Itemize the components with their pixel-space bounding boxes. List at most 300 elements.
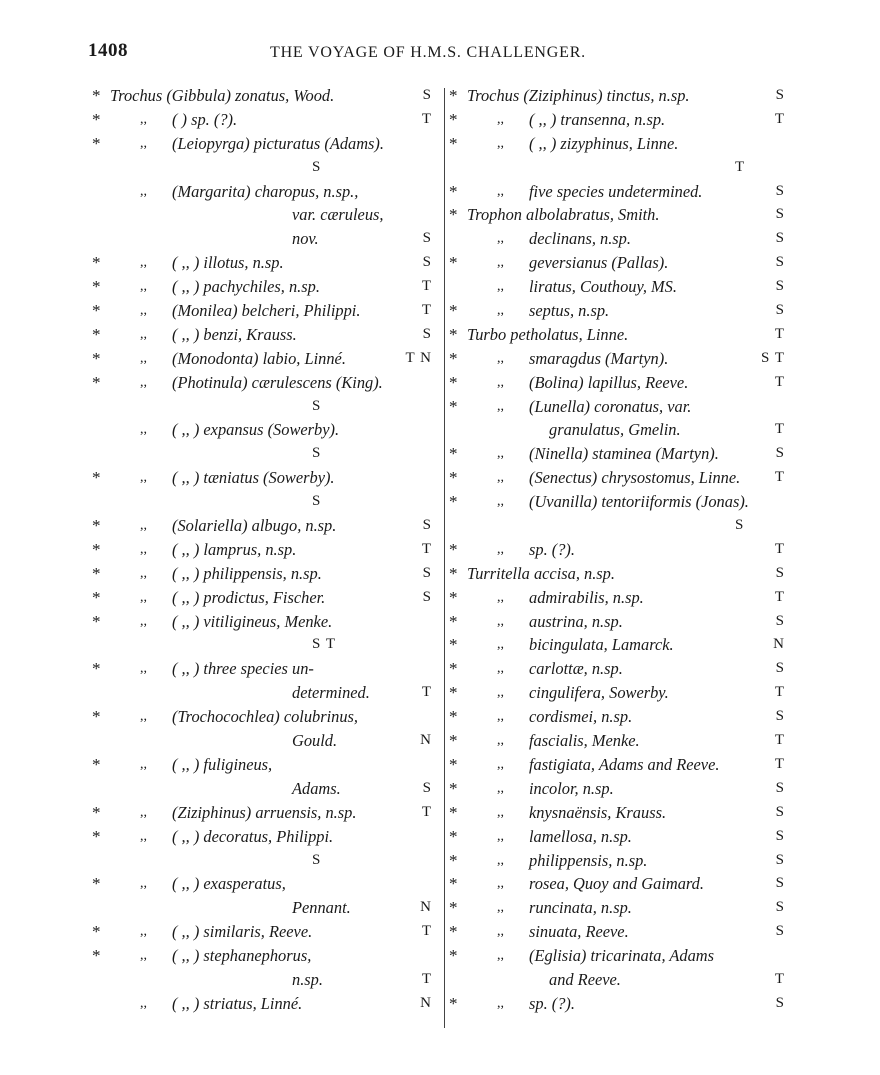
species-name: Turritella accisa, n.sp. bbox=[467, 563, 615, 583]
species-name: (Bolina) lapillus, Reeve. bbox=[529, 372, 689, 392]
species-entry bbox=[92, 227, 440, 251]
ditto-mark: ,, bbox=[140, 255, 147, 271]
locality-code: T bbox=[421, 803, 432, 820]
ditto-mark: ,, bbox=[497, 661, 504, 677]
locality-code: T N bbox=[405, 349, 432, 366]
ditto-mark: ,, bbox=[497, 828, 504, 844]
locality-code: S bbox=[775, 254, 785, 271]
ditto-mark: ,, bbox=[140, 589, 147, 605]
species-entry bbox=[449, 251, 793, 275]
species-entry bbox=[92, 203, 440, 227]
marine-star-marker: * bbox=[449, 826, 458, 846]
species-entry bbox=[92, 347, 440, 371]
marine-star-marker: * bbox=[449, 539, 458, 559]
species-entry bbox=[449, 944, 793, 968]
marine-star-marker: * bbox=[92, 707, 101, 727]
ditto-mark: ,, bbox=[140, 518, 147, 534]
species-name: ( ,, ) lamprus, n.sp. bbox=[172, 539, 297, 559]
species-entry bbox=[92, 538, 440, 562]
ditto-mark: ,, bbox=[140, 350, 147, 366]
species-entry bbox=[92, 395, 440, 419]
species-entry bbox=[92, 323, 440, 347]
marine-star-marker: * bbox=[449, 683, 458, 703]
marine-star-marker: * bbox=[449, 301, 458, 321]
locality-code: T bbox=[421, 540, 432, 557]
ditto-mark: ,, bbox=[497, 804, 504, 820]
locality-code: T bbox=[421, 923, 432, 940]
species-name: (Photinula) cærulescens (King). bbox=[172, 372, 383, 392]
ditto-mark: ,, bbox=[140, 828, 147, 844]
marine-star-marker: * bbox=[449, 133, 458, 153]
species-entry bbox=[92, 872, 440, 896]
species-name: ( ,, ) transenna, n.sp. bbox=[529, 109, 666, 129]
species-entry bbox=[92, 992, 440, 1016]
locality-code: S bbox=[775, 851, 785, 868]
species-entry bbox=[449, 992, 793, 1016]
species-name: rosea, Quoy and Gaimard. bbox=[529, 874, 704, 894]
locality-code: S bbox=[775, 302, 785, 319]
marine-star-marker: * bbox=[449, 587, 458, 607]
ditto-mark: ,, bbox=[140, 661, 147, 677]
species-entry bbox=[449, 681, 793, 705]
marine-star-marker: * bbox=[92, 372, 101, 392]
marine-star-marker: * bbox=[92, 539, 101, 559]
species-entry bbox=[92, 729, 440, 753]
ditto-mark: ,, bbox=[140, 565, 147, 581]
locality-code: T bbox=[774, 373, 785, 390]
species-entry bbox=[449, 84, 793, 108]
locality-code: T bbox=[774, 732, 785, 749]
species-name: ( ,, ) philippensis, n.sp. bbox=[172, 563, 322, 583]
ditto-mark: ,, bbox=[140, 924, 147, 940]
ditto-mark: ,, bbox=[497, 135, 504, 151]
marine-star-marker: * bbox=[449, 778, 458, 798]
ditto-mark: ,, bbox=[140, 613, 147, 629]
species-entry bbox=[449, 299, 793, 323]
species-name: ( ,, ) decoratus, Philippi. bbox=[172, 826, 334, 846]
locality-code: S bbox=[422, 588, 432, 605]
ditto-mark: ,, bbox=[497, 470, 504, 486]
species-entry bbox=[449, 442, 793, 466]
species-entry bbox=[449, 395, 793, 419]
ditto-mark: ,, bbox=[497, 924, 504, 940]
marine-star-marker: * bbox=[449, 205, 458, 225]
ditto-mark: ,, bbox=[140, 303, 147, 319]
species-name: sinuata, Reeve. bbox=[529, 922, 629, 942]
locality-code: S T bbox=[761, 349, 785, 366]
locality-code: S bbox=[775, 899, 785, 916]
species-entry bbox=[449, 418, 793, 442]
column-divider bbox=[444, 88, 445, 1028]
species-name: (Ninella) staminea (Martyn). bbox=[529, 444, 719, 464]
species-entry bbox=[92, 753, 440, 777]
species-entry bbox=[92, 705, 440, 729]
species-name: five species undetermined. bbox=[529, 181, 703, 201]
species-entry bbox=[92, 251, 440, 275]
species-entry bbox=[92, 371, 440, 395]
species-name: cordismei, n.sp. bbox=[529, 707, 633, 727]
marine-star-marker: * bbox=[92, 109, 101, 129]
species-name: septus, n.sp. bbox=[529, 301, 610, 321]
marine-star-marker: * bbox=[449, 492, 458, 512]
species-entry bbox=[92, 944, 440, 968]
species-entry bbox=[449, 801, 793, 825]
marine-star-marker: * bbox=[449, 468, 458, 488]
marine-star-marker: * bbox=[92, 754, 101, 774]
ditto-mark: ,, bbox=[140, 470, 147, 486]
species-entry bbox=[449, 227, 793, 251]
species-entry bbox=[92, 490, 440, 514]
species-entry bbox=[449, 323, 793, 347]
species-name: Gould. bbox=[292, 731, 338, 751]
species-name: incolor, n.sp. bbox=[529, 778, 614, 798]
species-name: var. cæruleus, bbox=[292, 205, 384, 225]
species-name: granulatus, Gmelin. bbox=[549, 420, 681, 440]
ditto-mark: ,, bbox=[497, 279, 504, 295]
locality-code: S bbox=[312, 158, 322, 175]
species-name: (Eglisia) tricarinata, Adams bbox=[529, 946, 715, 966]
locality-code: S bbox=[775, 923, 785, 940]
marine-star-marker: * bbox=[449, 253, 458, 273]
species-entry bbox=[449, 203, 793, 227]
species-name: fascialis, Menke. bbox=[529, 731, 640, 751]
locality-code: S bbox=[775, 230, 785, 247]
locality-code: S bbox=[422, 517, 432, 534]
species-entry bbox=[449, 896, 793, 920]
species-entry bbox=[92, 920, 440, 944]
species-name: fastigiata, Adams and Reeve. bbox=[529, 754, 720, 774]
ditto-mark: ,, bbox=[140, 183, 147, 199]
species-entry bbox=[92, 156, 440, 180]
ditto-mark: ,, bbox=[497, 494, 504, 510]
ditto-mark: ,, bbox=[497, 685, 504, 701]
species-entry bbox=[92, 180, 440, 204]
species-entry bbox=[92, 418, 440, 442]
locality-code: S bbox=[422, 254, 432, 271]
species-name: ( ,, ) tæniatus (Sowerby). bbox=[172, 468, 335, 488]
species-name: runcinata, n.sp. bbox=[529, 898, 632, 918]
species-entry bbox=[449, 586, 793, 610]
locality-code: T bbox=[421, 278, 432, 295]
species-entry bbox=[92, 299, 440, 323]
marine-star-marker: * bbox=[449, 707, 458, 727]
species-entry bbox=[92, 610, 440, 634]
ditto-mark: ,, bbox=[497, 398, 504, 414]
ditto-mark: ,, bbox=[140, 804, 147, 820]
ditto-mark: ,, bbox=[497, 733, 504, 749]
locality-code: S bbox=[775, 875, 785, 892]
marine-star-marker: * bbox=[92, 587, 101, 607]
species-entry bbox=[449, 849, 793, 873]
species-name: carlottæ, n.sp. bbox=[529, 659, 623, 679]
ditto-mark: ,, bbox=[140, 422, 147, 438]
species-entry bbox=[449, 538, 793, 562]
ditto-mark: ,, bbox=[140, 709, 147, 725]
ditto-mark: ,, bbox=[140, 135, 147, 151]
species-name: sp. (?). bbox=[529, 993, 575, 1013]
marine-star-marker: * bbox=[92, 301, 101, 321]
marine-star-marker: * bbox=[92, 324, 101, 344]
species-entry bbox=[449, 610, 793, 634]
locality-code: T bbox=[421, 684, 432, 701]
ditto-mark: ,, bbox=[497, 900, 504, 916]
ditto-mark: ,, bbox=[497, 995, 504, 1011]
species-entry bbox=[449, 633, 793, 657]
species-name: (Margarita) charopus, n.sp., bbox=[172, 181, 359, 201]
marine-star-marker: * bbox=[449, 802, 458, 822]
species-name: (Uvanilla) tentoriiformis (Jonas). bbox=[529, 492, 749, 512]
species-name: Trophon albolabratus, Smith. bbox=[467, 205, 660, 225]
locality-code: S bbox=[775, 612, 785, 629]
species-entry bbox=[449, 657, 793, 681]
species-name: (Monilea) belcheri, Philippi. bbox=[172, 301, 361, 321]
species-name: ( ,, ) stephanephorus, bbox=[172, 946, 312, 966]
ditto-mark: ,, bbox=[140, 279, 147, 295]
locality-code: S bbox=[735, 517, 745, 534]
species-entry bbox=[92, 84, 440, 108]
marine-star-marker: * bbox=[449, 372, 458, 392]
species-name: admirabilis, n.sp. bbox=[529, 587, 644, 607]
locality-code: T bbox=[774, 325, 785, 342]
locality-code: S bbox=[775, 779, 785, 796]
locality-code: S bbox=[775, 206, 785, 223]
locality-code: N bbox=[773, 636, 785, 653]
marine-star-marker: * bbox=[449, 946, 458, 966]
locality-code: S bbox=[312, 397, 322, 414]
species-name: ( ,, ) exasperatus, bbox=[172, 874, 286, 894]
ditto-mark: ,, bbox=[140, 876, 147, 892]
locality-code: S bbox=[422, 325, 432, 342]
locality-code: T bbox=[774, 469, 785, 486]
species-name: nov. bbox=[292, 229, 319, 249]
locality-code: S bbox=[312, 445, 322, 462]
species-name: geversianus (Pallas). bbox=[529, 253, 669, 273]
species-name: cingulifera, Sowerby. bbox=[529, 683, 669, 703]
marine-star-marker: * bbox=[449, 396, 458, 416]
marine-star-marker: * bbox=[92, 348, 101, 368]
species-entry bbox=[449, 825, 793, 849]
species-entry bbox=[449, 968, 793, 992]
marine-star-marker: * bbox=[92, 253, 101, 273]
species-name: (Solariella) albugo, n.sp. bbox=[172, 516, 337, 536]
locality-code: T bbox=[774, 588, 785, 605]
locality-code: T bbox=[774, 970, 785, 987]
marine-star-marker: * bbox=[92, 922, 101, 942]
locality-code: T bbox=[421, 110, 432, 127]
species-entry bbox=[92, 132, 440, 156]
species-entry bbox=[449, 729, 793, 753]
locality-code: S bbox=[775, 182, 785, 199]
species-name: ( ,, ) benzi, Krauss. bbox=[172, 324, 297, 344]
species-name: bicingulata, Lamarck. bbox=[529, 635, 674, 655]
right-column bbox=[449, 84, 793, 1016]
locality-code: N bbox=[420, 994, 432, 1011]
species-name: austrina, n.sp. bbox=[529, 611, 623, 631]
locality-code: S bbox=[775, 278, 785, 295]
species-name: ( ,, ) similaris, Reeve. bbox=[172, 922, 313, 942]
species-name: ( ,, ) fuligineus, bbox=[172, 754, 273, 774]
page-number: 1408 bbox=[88, 40, 128, 61]
species-entry bbox=[92, 466, 440, 490]
species-name: ( ,, ) vitiligineus, Menke. bbox=[172, 611, 333, 631]
species-entry bbox=[449, 371, 793, 395]
marine-star-marker: * bbox=[449, 109, 458, 129]
species-entry bbox=[92, 968, 440, 992]
ditto-mark: ,, bbox=[497, 589, 504, 605]
species-entry bbox=[449, 466, 793, 490]
ditto-mark: ,, bbox=[140, 111, 147, 127]
species-entry bbox=[449, 180, 793, 204]
locality-code: N bbox=[420, 732, 432, 749]
species-entry bbox=[449, 562, 793, 586]
species-entry bbox=[92, 896, 440, 920]
ditto-mark: ,, bbox=[140, 374, 147, 390]
ditto-mark: ,, bbox=[140, 995, 147, 1011]
ditto-mark: ,, bbox=[140, 326, 147, 342]
locality-code: S bbox=[422, 230, 432, 247]
marine-star-marker: * bbox=[92, 946, 101, 966]
marine-star-marker: * bbox=[449, 922, 458, 942]
species-name: Turbo petholatus, Linne. bbox=[467, 324, 629, 344]
species-name: (Senectus) chrysostomus, Linne. bbox=[529, 468, 741, 488]
marine-star-marker: * bbox=[449, 731, 458, 751]
species-entry bbox=[92, 275, 440, 299]
marine-star-marker: * bbox=[449, 86, 458, 105]
locality-code: S bbox=[775, 708, 785, 725]
species-entry bbox=[92, 681, 440, 705]
marine-star-marker: * bbox=[92, 86, 101, 105]
marine-star-marker: * bbox=[449, 993, 458, 1013]
marine-star-marker: * bbox=[92, 468, 101, 488]
locality-code: S bbox=[775, 564, 785, 581]
species-entry bbox=[92, 633, 440, 657]
marine-star-marker: * bbox=[92, 826, 101, 846]
locality-code: T bbox=[774, 540, 785, 557]
species-entry bbox=[92, 562, 440, 586]
running-head: THE VOYAGE OF H.M.S. CHALLENGER. bbox=[270, 44, 586, 61]
marine-star-marker: * bbox=[449, 898, 458, 918]
locality-code: T bbox=[774, 110, 785, 127]
marine-star-marker: * bbox=[449, 659, 458, 679]
ditto-mark: ,, bbox=[140, 948, 147, 964]
species-name: ( ,, ) three species un- bbox=[172, 659, 314, 679]
marine-star-marker: * bbox=[449, 348, 458, 368]
marine-star-marker: * bbox=[92, 516, 101, 536]
ditto-mark: ,, bbox=[497, 111, 504, 127]
marine-star-marker: * bbox=[449, 181, 458, 201]
species-entry bbox=[449, 705, 793, 729]
species-entry bbox=[92, 514, 440, 538]
species-entry bbox=[449, 108, 793, 132]
locality-code: S T bbox=[312, 636, 336, 653]
ditto-mark: ,, bbox=[140, 541, 147, 557]
species-name: (Ziziphinus) arruensis, n.sp. bbox=[172, 802, 357, 822]
locality-code: T bbox=[774, 684, 785, 701]
species-entry bbox=[92, 657, 440, 681]
marine-star-marker: * bbox=[92, 659, 101, 679]
species-entry bbox=[92, 442, 440, 466]
ditto-mark: ,, bbox=[497, 948, 504, 964]
ditto-mark: ,, bbox=[497, 303, 504, 319]
ditto-mark: ,, bbox=[497, 350, 504, 366]
species-entry bbox=[92, 825, 440, 849]
species-name: ( ,, ) striatus, Linné. bbox=[172, 993, 303, 1013]
ditto-mark: ,, bbox=[497, 374, 504, 390]
ditto-mark: ,, bbox=[497, 446, 504, 462]
species-name: Trochus (Gibbula) zonatus, Wood. bbox=[110, 86, 335, 105]
locality-code: S bbox=[422, 564, 432, 581]
species-entry bbox=[449, 777, 793, 801]
locality-code: N bbox=[420, 899, 432, 916]
ditto-mark: ,, bbox=[497, 541, 504, 557]
species-name: determined. bbox=[292, 683, 370, 703]
marine-star-marker: * bbox=[449, 874, 458, 894]
marine-star-marker: * bbox=[92, 802, 101, 822]
marine-star-marker: * bbox=[449, 563, 458, 583]
ditto-mark: ,, bbox=[497, 756, 504, 772]
locality-code: S bbox=[312, 493, 322, 510]
species-entry bbox=[92, 586, 440, 610]
locality-code: T bbox=[421, 970, 432, 987]
locality-code: S bbox=[775, 445, 785, 462]
species-entry bbox=[449, 514, 793, 538]
species-name: ( ,, ) expansus (Sowerby). bbox=[172, 420, 340, 440]
marine-star-marker: * bbox=[449, 611, 458, 631]
marine-star-marker: * bbox=[449, 444, 458, 464]
ditto-mark: ,, bbox=[497, 613, 504, 629]
marine-star-marker: * bbox=[449, 754, 458, 774]
ditto-mark: ,, bbox=[497, 255, 504, 271]
species-name: lamellosa, n.sp. bbox=[529, 826, 632, 846]
species-entry bbox=[92, 108, 440, 132]
ditto-mark: ,, bbox=[497, 637, 504, 653]
species-entry bbox=[92, 777, 440, 801]
species-entry bbox=[92, 801, 440, 825]
species-entry bbox=[449, 920, 793, 944]
species-entry bbox=[92, 849, 440, 873]
species-name: (Trochocochlea) colubrinus, bbox=[172, 707, 359, 727]
locality-code: S bbox=[775, 994, 785, 1011]
locality-code: T bbox=[735, 158, 746, 175]
ditto-mark: ,, bbox=[497, 709, 504, 725]
marine-star-marker: * bbox=[449, 324, 458, 344]
locality-code: S bbox=[775, 87, 785, 103]
species-name: n.sp. bbox=[292, 969, 323, 989]
species-entry bbox=[449, 490, 793, 514]
locality-code: S bbox=[775, 660, 785, 677]
species-name: philippensis, n.sp. bbox=[529, 850, 648, 870]
species-name: (Leiopyrga) picturatus (Adams). bbox=[172, 133, 384, 153]
ditto-mark: ,, bbox=[140, 756, 147, 772]
locality-code: S bbox=[422, 779, 432, 796]
species-entry bbox=[449, 275, 793, 299]
species-entry bbox=[449, 753, 793, 777]
species-name: Pennant. bbox=[292, 898, 351, 918]
marine-star-marker: * bbox=[92, 133, 101, 153]
species-name: knysnaënsis, Krauss. bbox=[529, 802, 667, 822]
locality-code: T bbox=[421, 302, 432, 319]
species-name: Trochus (Ziziphinus) tinctus, n.sp. bbox=[467, 86, 690, 105]
species-entry bbox=[449, 347, 793, 371]
locality-code: T bbox=[774, 755, 785, 772]
species-name: (Monodonta) labio, Linné. bbox=[172, 348, 346, 368]
species-name: smaragdus (Martyn). bbox=[529, 348, 669, 368]
marine-star-marker: * bbox=[449, 635, 458, 655]
species-name: liratus, Couthouy, MS. bbox=[529, 277, 677, 297]
ditto-mark: ,, bbox=[497, 780, 504, 796]
locality-code: S bbox=[422, 87, 432, 103]
ditto-mark: ,, bbox=[497, 183, 504, 199]
